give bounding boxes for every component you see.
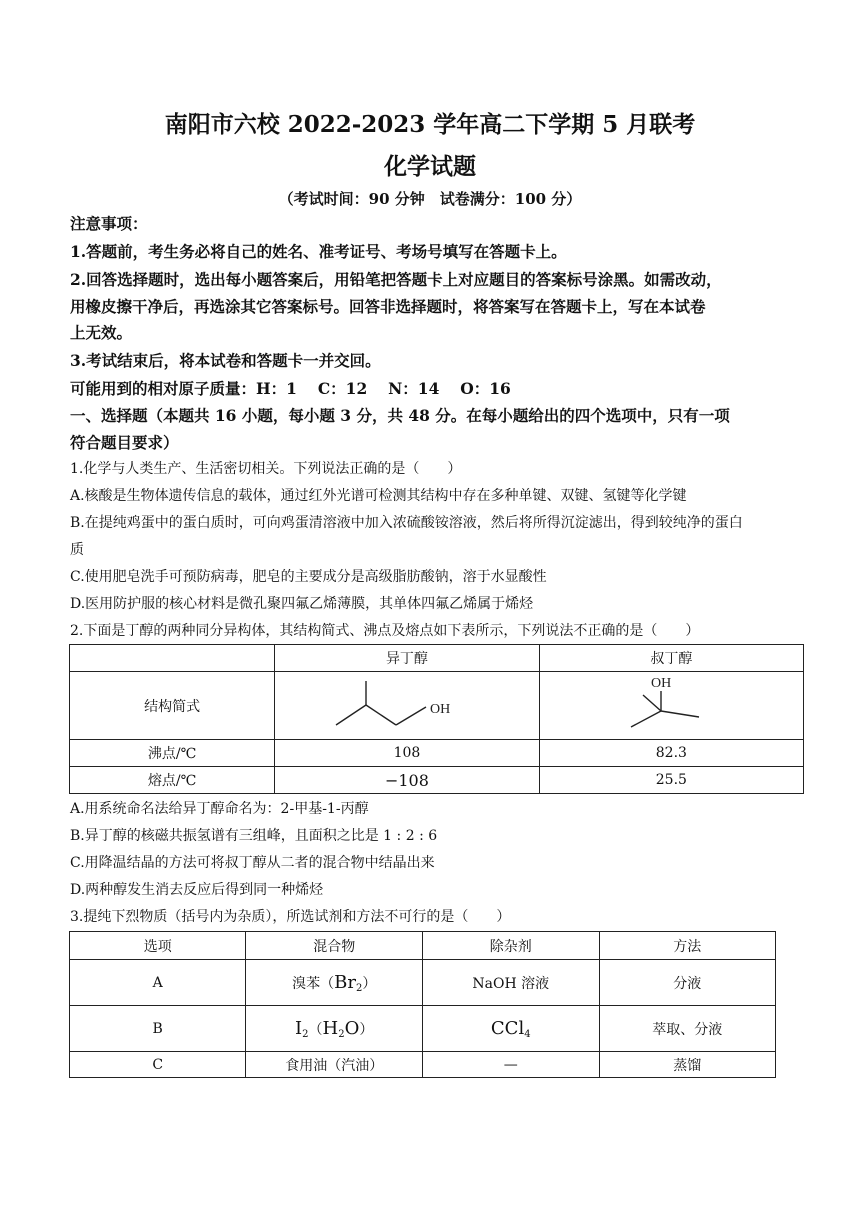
note-2-line-3: 上无效。 bbox=[70, 323, 133, 342]
q3-stem: 3.提纯下烈物质（括号内为杂质），所选试剂和方法不可行的是（ ） bbox=[70, 909, 511, 925]
q3-row-b-reagent-formula: CCl bbox=[490, 1017, 525, 1039]
q1-stem: 1.化学与人类生产、生活密切相关。下列说法正确的是（ ） bbox=[70, 461, 462, 477]
q2-table-corner bbox=[70, 645, 275, 672]
q2-option-a: A.用系统命名法给异丁醇命名为：2-甲基-1-丙醇 bbox=[70, 801, 369, 817]
section-1-heading-line-1: 一、选择题（本题共 16 小题，每小题 3 分，共 48 分。在每小题给出的四个选项中，只有一项 bbox=[70, 406, 730, 425]
q2-structure-tert-butanol bbox=[539, 672, 803, 740]
q2-row-label-melting-point: 熔点/℃ bbox=[70, 767, 275, 794]
q2-table bbox=[69, 644, 804, 794]
q1-option-b-line-1: B.在提纯鸡蛋中的蛋白质时，可向鸡蛋清溶液中加入浓硫酸铵溶液，然后将所得沉淀滤出，得到较纯净的蛋白 bbox=[70, 515, 743, 531]
q1-option-c: C.使用肥皂洗手可预防病毒，肥皂的主要成分是高级脂肪酸钠，溶于水显酸性 bbox=[70, 569, 547, 585]
note-3: 3.考试结束后，将本试卷和答题卡一并交回。 bbox=[70, 351, 381, 370]
q2-mp-tert-butanol: 25.5 bbox=[539, 767, 803, 794]
q3-row-a-mixture-main: 溴苯（ bbox=[292, 975, 335, 992]
q3-row-b-mixture-open: （ bbox=[308, 1021, 323, 1038]
q3-row-c-mixture: 食用油（汽油） bbox=[246, 1052, 423, 1078]
q3-header-mixture: 混合物 bbox=[246, 932, 423, 960]
q3-row-c-reagent: — bbox=[423, 1052, 600, 1078]
q3-table bbox=[69, 931, 776, 1078]
q2-row-label-structure: 结构简式 bbox=[70, 672, 275, 740]
q3-row-b-mixture-close: ） bbox=[359, 1021, 374, 1038]
q2-option-c: C.用降温结晶的方法可将叔丁醇从二者的混合物中结晶出来 bbox=[70, 855, 435, 871]
q3-row-b-reagent bbox=[423, 1006, 600, 1052]
q1-option-b-line-2: 质 bbox=[70, 542, 84, 558]
q3-row-b-reagent-subscript: 4 bbox=[524, 1028, 531, 1040]
note-1: 1.答题前，考生务必将自己的姓名、准考证号、考场号填写在答题卡上。 bbox=[70, 242, 567, 261]
q3-row-c-option: C bbox=[70, 1052, 246, 1078]
q3-row-b-option: B bbox=[70, 1006, 246, 1052]
notes-heading: 注意事项： bbox=[70, 214, 148, 233]
q2-stem: 2.下面是丁醇的两种同分异构体，其结构简式、沸点及熔点如下表所示，下列说法不正确的是（ ） bbox=[70, 623, 700, 639]
q3-row-a-impurity-subscript: 2 bbox=[355, 982, 363, 994]
q3-row-a-method: 分液 bbox=[599, 960, 775, 1006]
q3-header-reagent: 除杂剂 bbox=[423, 932, 600, 960]
q3-row-a-option: A bbox=[70, 960, 246, 1006]
q3-header-method: 方法 bbox=[599, 932, 775, 960]
q3-row-b-mixture bbox=[246, 1006, 423, 1052]
q3-row-c-method: 蒸馏 bbox=[599, 1052, 775, 1078]
q2-header-isobutanol: 异丁醇 bbox=[275, 645, 540, 672]
q3-row-a-mixture-close: ） bbox=[362, 975, 377, 992]
q3-header-option: 选项 bbox=[70, 932, 246, 960]
note-2-line-2: 用橡皮擦干净后，再选涂其它答案标号。回答非选择题时，将答案写在答题卡上，写在本试卷 bbox=[70, 297, 706, 316]
q3-row-b-method: 萃取、分液 bbox=[599, 1006, 775, 1052]
atomic-masses: 可能用到的相对原子质量：H：1 C：12 N：14 O：16 bbox=[70, 379, 511, 398]
isobutanol-oh-label: OH bbox=[429, 701, 451, 717]
q3-row-b-main-formula: I bbox=[295, 1017, 303, 1039]
q3-row-b-impurity-formula-h: H bbox=[322, 1017, 339, 1039]
q3-row-b-impurity-formula-o: O bbox=[344, 1017, 360, 1039]
q3-row-a-impurity-formula: Br bbox=[334, 971, 356, 993]
q2-structure-isobutanol bbox=[275, 672, 540, 740]
exam-subject: 化学试题 bbox=[384, 153, 476, 180]
section-1-heading-line-2: 符合题目要求） bbox=[70, 433, 179, 452]
q2-option-d: D.两种醇发生消去反应后得到同一种烯烃 bbox=[70, 882, 324, 898]
q2-bp-tert-butanol: 82.3 bbox=[539, 740, 803, 767]
tert-butanol-oh-label: OH bbox=[651, 675, 672, 691]
exam-info: （考试时间：90 分钟 试卷满分：100 分） bbox=[278, 190, 582, 208]
q1-option-d: D.医用防护服的核心材料是微孔聚四氟乙烯薄膜，其单体四氟乙烯属于烯烃 bbox=[70, 596, 534, 612]
q2-option-b: B.异丁醇的核磁共振氢谱有三组峰，且面积之比是 1 : 2 : 6 bbox=[70, 828, 438, 844]
q3-row-b-main-subscript: 2 bbox=[302, 1028, 309, 1040]
q1-option-a: A.核酸是生物体遗传信息的载体，通过红外光谱可检测其结构中存在多种单键、双键、氢键等化学键 bbox=[70, 488, 687, 504]
q2-header-tert-butanol: 叔丁醇 bbox=[539, 645, 803, 672]
q3-row-a-reagent: NaOH 溶液 bbox=[423, 960, 600, 1006]
exam-title: 南阳市六校 2022-2023 学年高二下学期 5 月联考 bbox=[164, 111, 696, 138]
q2-row-label-boiling-point: 沸点/℃ bbox=[70, 740, 275, 767]
tert-butanol-structure-diagram bbox=[621, 673, 721, 735]
note-2-line-1: 2.回答选择题时，选出每小题答案后，用铅笔把答题卡上对应题目的答案标号涂黑。如需改动， bbox=[70, 270, 722, 289]
q2-mp-isobutanol: −108 bbox=[275, 767, 540, 794]
isobutanol-structure-diagram bbox=[332, 675, 482, 733]
q3-row-a-mixture bbox=[246, 960, 423, 1006]
q3-row-b-impurity-subscript: 2 bbox=[338, 1028, 345, 1040]
q2-bp-isobutanol: 108 bbox=[275, 740, 540, 767]
